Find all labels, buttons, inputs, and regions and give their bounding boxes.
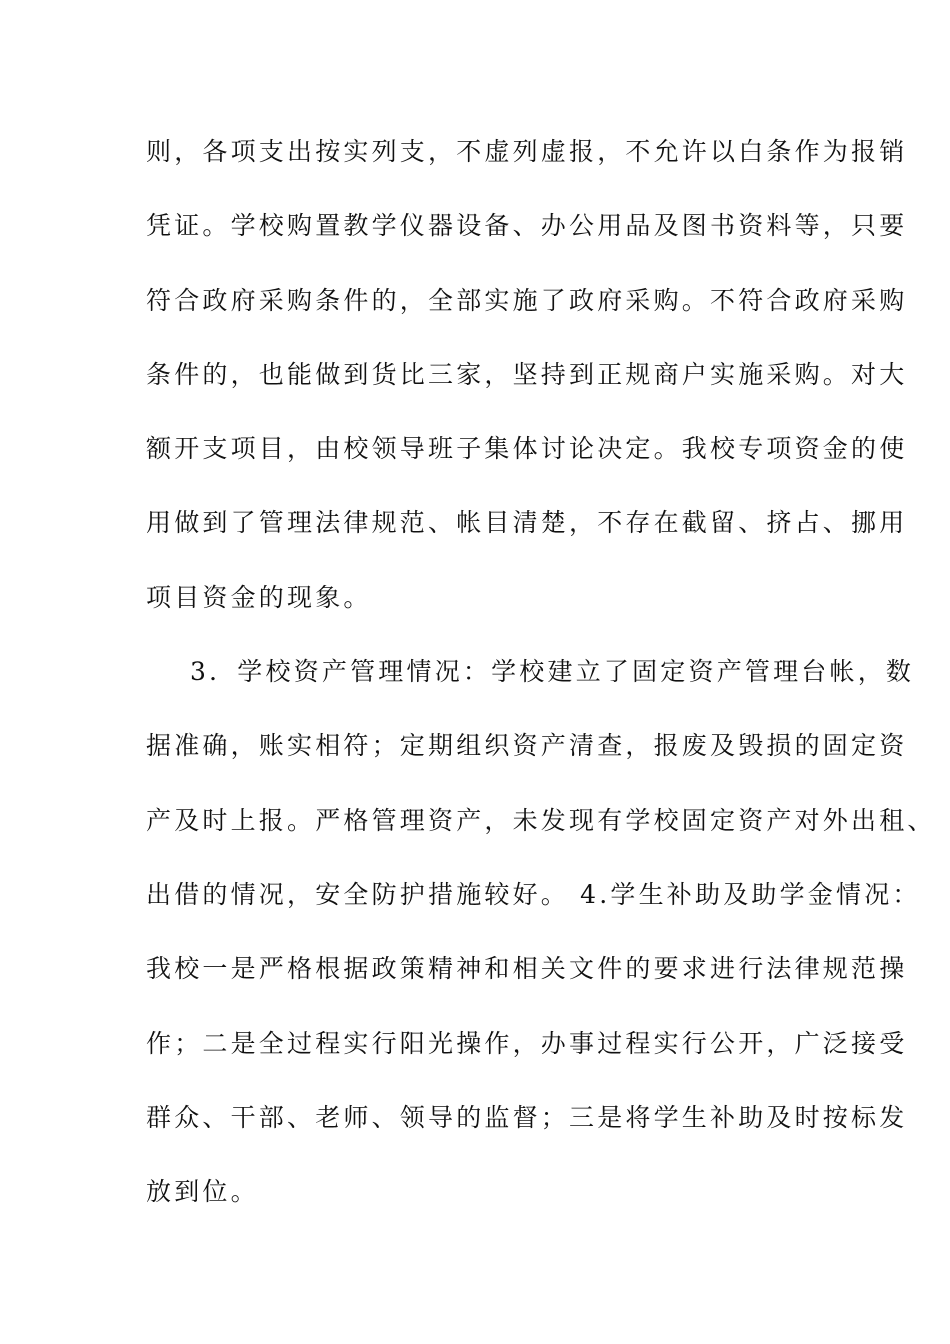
text-line-13: 作；二是全过程实行阳光操作，办事过程实行公开，广泛接受	[146, 1028, 908, 1058]
document-body	[146, 132, 936, 1246]
text-line-7: 项目资金的现象。	[146, 582, 372, 612]
text-line-15: 放到位。	[146, 1177, 259, 1207]
text-line-4: 条件的，也能做到货比三家，坚持到正规商户实施采购。对大	[146, 359, 908, 389]
text-line-8: 3．学校资产管理情况：学校建立了固定资产管理台帐，数	[190, 657, 915, 687]
text-line-11: 出借的情况，安全防护措施较好。 4.学生补助及助学金情况：	[146, 879, 921, 909]
text-line-1: 则，各项支出按实列支，不虚列虚报，不允许以白条作为报销	[146, 137, 908, 166]
text-line-3: 符合政府采购条件的，全部实施了政府采购。不符合政府采购	[146, 285, 908, 315]
text-line-9: 据准确，账实相符；定期组织资产清查，报废及毁损的固定资	[146, 731, 908, 761]
text-line-2: 凭证。学校购置教学仪器设备、办公用品及图书资料等，只要	[146, 211, 908, 241]
text-line-10: 产及时上报。严格管理资产，未发现有学校固定资产对外出租、	[146, 805, 936, 835]
text-line-5: 额开支项目，由校领导班子集体讨论决定。我校专项资金的使	[146, 434, 908, 464]
text-line-14: 群众、干部、老师、领导的监督；三是将学生补助及时按标发	[146, 1102, 908, 1132]
text-line-6: 用做到了管理法律规范、帐目清楚，不存在截留、挤占、挪用	[146, 508, 908, 538]
text-line-12: 我校一是严格根据政策精神和相关文件的要求进行法律规范操	[146, 954, 908, 984]
